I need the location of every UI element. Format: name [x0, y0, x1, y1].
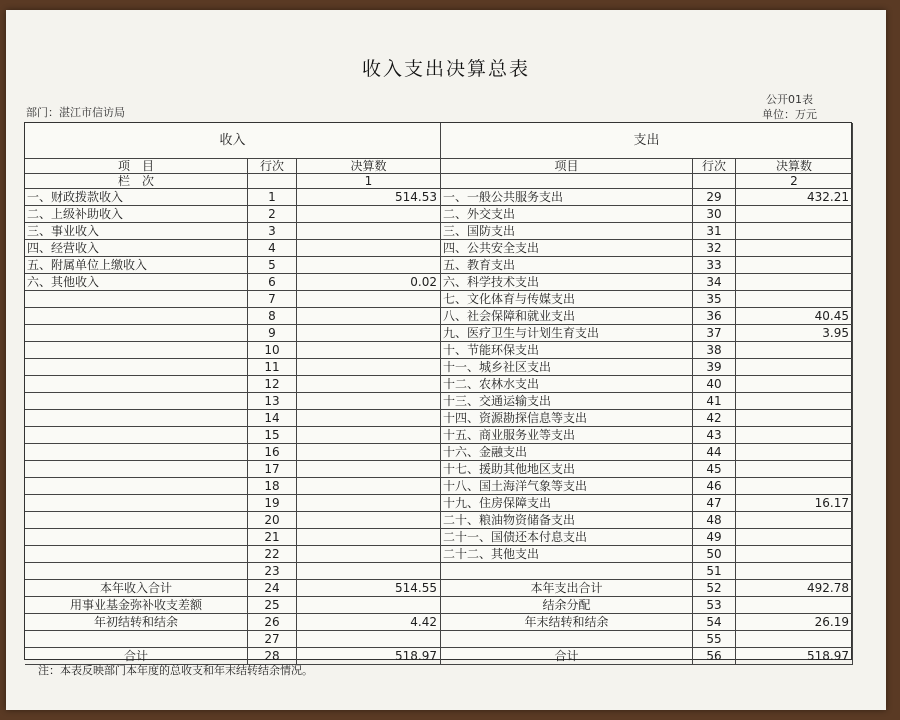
- income-row-no: 22: [248, 546, 297, 563]
- income-item: [25, 308, 248, 325]
- income-amount: 4.42: [297, 614, 441, 631]
- expense-header: 支出: [441, 123, 853, 159]
- expense-amount: [736, 257, 853, 274]
- expense-row-no: 33: [693, 257, 736, 274]
- expense-item: 十一、城乡社区支出: [441, 359, 693, 376]
- income-amount: [297, 563, 441, 580]
- income-amount: [297, 597, 441, 614]
- expense-row-no: 46: [693, 478, 736, 495]
- unit-label: 单位：万元: [762, 108, 817, 121]
- income-header: 收入: [25, 123, 441, 159]
- income-row-no: 26: [248, 614, 297, 631]
- expense-item: 十七、援助其他地区支出: [441, 461, 693, 478]
- expense-item: 结余分配: [441, 597, 693, 614]
- income-amount: 514.53: [297, 189, 441, 206]
- expense-row-no: 47: [693, 495, 736, 512]
- income-row-no: 5: [248, 257, 297, 274]
- income-amount: [297, 512, 441, 529]
- expense-amount-col-header: 决算数: [736, 159, 853, 174]
- expense-amount: [736, 410, 853, 427]
- expense-row-no: 39: [693, 359, 736, 376]
- income-row-no: 13: [248, 393, 297, 410]
- expense-item: 二十、粮油物资储备支出: [441, 512, 693, 529]
- expense-amount: 26.19: [736, 614, 853, 631]
- expense-row-no: 52: [693, 580, 736, 597]
- expense-row-no: 40: [693, 376, 736, 393]
- income-item: [25, 631, 248, 648]
- income-row-no: 6: [248, 274, 297, 291]
- expense-row-no: 54: [693, 614, 736, 631]
- income-row-no: 12: [248, 376, 297, 393]
- expense-item: 本年支出合计: [441, 580, 693, 597]
- income-amount: [297, 631, 441, 648]
- expense-item-col-header: 项目: [441, 159, 693, 174]
- income-amount: 518.97: [297, 648, 441, 665]
- income-amount: [297, 308, 441, 325]
- expense-row-no: 38: [693, 342, 736, 359]
- income-amount: [297, 529, 441, 546]
- income-item: 合计: [25, 648, 248, 665]
- income-item: [25, 512, 248, 529]
- income-amount: [297, 376, 441, 393]
- form-id: 公开01表: [766, 93, 813, 106]
- expense-amount: 432.21: [736, 189, 853, 206]
- income-amount: [297, 546, 441, 563]
- income-row-no: 28: [248, 648, 297, 665]
- expense-row-no: 55: [693, 631, 736, 648]
- income-row-no: 2: [248, 206, 297, 223]
- income-item: [25, 393, 248, 410]
- expense-item: 三、国防支出: [441, 223, 693, 240]
- income-item: 四、经营收入: [25, 240, 248, 257]
- expense-item: 一、一般公共服务支出: [441, 189, 693, 206]
- income-item: 五、附属单位上缴收入: [25, 257, 248, 274]
- expense-amount: [736, 393, 853, 410]
- income-item: [25, 495, 248, 512]
- income-amount: [297, 240, 441, 257]
- expense-amount: 40.45: [736, 308, 853, 325]
- income-item: 用事业基金弥补收支差额: [25, 597, 248, 614]
- income-row-no: 24: [248, 580, 297, 597]
- income-row-no: 1: [248, 189, 297, 206]
- expense-row-no: 50: [693, 546, 736, 563]
- expense-item: 十五、商业服务业等支出: [441, 427, 693, 444]
- expense-item: 十四、资源勘探信息等支出: [441, 410, 693, 427]
- income-item: 年初结转和结余: [25, 614, 248, 631]
- income-row-no: 9: [248, 325, 297, 342]
- column-label-blank: [441, 174, 693, 189]
- expense-item: 七、文化体育与传媒支出: [441, 291, 693, 308]
- income-item: 二、上级补助收入: [25, 206, 248, 223]
- expense-item: 九、医疗卫生与计划生育支出: [441, 325, 693, 342]
- expense-amount: [736, 461, 853, 478]
- income-item-col-header: 项 目: [25, 159, 248, 174]
- expense-row-no: 31: [693, 223, 736, 240]
- expense-row-no: 37: [693, 325, 736, 342]
- income-amount: [297, 393, 441, 410]
- income-amount: [297, 325, 441, 342]
- expense-row-no: 32: [693, 240, 736, 257]
- income-amount: [297, 206, 441, 223]
- expense-item: 二、外交支出: [441, 206, 693, 223]
- income-row-no: 19: [248, 495, 297, 512]
- expense-amount: [736, 342, 853, 359]
- income-item: [25, 563, 248, 580]
- column-label-blank: [693, 174, 736, 189]
- expense-item: 二十一、国债还本付息支出: [441, 529, 693, 546]
- income-amount: 0.02: [297, 274, 441, 291]
- income-row-no: 8: [248, 308, 297, 325]
- income-row-no: 15: [248, 427, 297, 444]
- expense-item: 十二、农林水支出: [441, 376, 693, 393]
- expense-amount: 16.17: [736, 495, 853, 512]
- expense-item: 八、社会保障和就业支出: [441, 308, 693, 325]
- expense-row-no: 51: [693, 563, 736, 580]
- income-row-no: 11: [248, 359, 297, 376]
- income-amount: [297, 359, 441, 376]
- expense-amount: 3.95: [736, 325, 853, 342]
- expense-row-no: 43: [693, 427, 736, 444]
- expense-row-no-col-header: 行次: [693, 159, 736, 174]
- expense-row-no: 29: [693, 189, 736, 206]
- expense-row-no: 35: [693, 291, 736, 308]
- income-amount: [297, 444, 441, 461]
- expense-amount: [736, 444, 853, 461]
- income-item: 一、财政拨款收入: [25, 189, 248, 206]
- expense-amount: [736, 478, 853, 495]
- income-item: [25, 342, 248, 359]
- expense-item: 合计: [441, 648, 693, 665]
- expense-item: [441, 631, 693, 648]
- expense-item: 十、节能环保支出: [441, 342, 693, 359]
- income-amount: [297, 478, 441, 495]
- expense-item: 十九、住房保障支出: [441, 495, 693, 512]
- column-label: 栏 次: [25, 174, 248, 189]
- expense-row-no: 42: [693, 410, 736, 427]
- income-amount: 514.55: [297, 580, 441, 597]
- income-row-no: 21: [248, 529, 297, 546]
- department-label: 部门：湛江市信访局: [26, 106, 125, 119]
- expense-row-no: 44: [693, 444, 736, 461]
- expense-amount: [736, 359, 853, 376]
- income-item: [25, 359, 248, 376]
- expense-amount: [736, 274, 853, 291]
- income-row-no: 3: [248, 223, 297, 240]
- income-item: [25, 376, 248, 393]
- income-row-no: 18: [248, 478, 297, 495]
- expense-amount: [736, 631, 853, 648]
- income-row-no: 23: [248, 563, 297, 580]
- income-row-no: 16: [248, 444, 297, 461]
- income-amount: [297, 461, 441, 478]
- income-row-no: 4: [248, 240, 297, 257]
- income-item: [25, 410, 248, 427]
- expense-row-no: 53: [693, 597, 736, 614]
- income-item: [25, 444, 248, 461]
- expense-amount: [736, 512, 853, 529]
- income-item: 三、事业收入: [25, 223, 248, 240]
- income-item: 六、其他收入: [25, 274, 248, 291]
- income-amount: [297, 427, 441, 444]
- expense-row-no: 41: [693, 393, 736, 410]
- expense-row-no: 45: [693, 461, 736, 478]
- document-page: [6, 10, 886, 710]
- expense-row-no: 36: [693, 308, 736, 325]
- income-amount-col-header: 决算数: [297, 159, 441, 174]
- income-row-no-col-header: 行次: [248, 159, 297, 174]
- expense-item: 十六、金融支出: [441, 444, 693, 461]
- page-title: 收入支出决算总表: [361, 58, 530, 80]
- expense-item: 六、科学技术支出: [441, 274, 693, 291]
- income-row-no: 25: [248, 597, 297, 614]
- expense-amount: [736, 427, 853, 444]
- expense-amount: [736, 529, 853, 546]
- expense-row-no: 49: [693, 529, 736, 546]
- expense-row-no: 34: [693, 274, 736, 291]
- expense-item: 年末结转和结余: [441, 614, 693, 631]
- income-row-no: 20: [248, 512, 297, 529]
- income-item: [25, 427, 248, 444]
- column-number-2: 2: [736, 174, 853, 189]
- income-amount: [297, 342, 441, 359]
- income-amount: [297, 223, 441, 240]
- expense-amount: 492.78: [736, 580, 853, 597]
- expense-amount: [736, 223, 853, 240]
- income-row-no: 14: [248, 410, 297, 427]
- income-item: [25, 478, 248, 495]
- expense-amount: [736, 546, 853, 563]
- expense-amount: [736, 206, 853, 223]
- expense-item: [441, 563, 693, 580]
- income-item: [25, 461, 248, 478]
- income-item: [25, 529, 248, 546]
- income-amount: [297, 410, 441, 427]
- income-row-no: 27: [248, 631, 297, 648]
- footnote: 注：本表反映部门本年度的总收支和年末结转结余情况。: [38, 664, 313, 677]
- income-item: [25, 546, 248, 563]
- expense-item: 四、公共安全支出: [441, 240, 693, 257]
- income-amount: [297, 291, 441, 308]
- column-number-1: 1: [297, 174, 441, 189]
- expense-item: 十三、交通运输支出: [441, 393, 693, 410]
- income-item: 本年收入合计: [25, 580, 248, 597]
- income-amount: [297, 495, 441, 512]
- expense-amount: [736, 597, 853, 614]
- expense-row-no: 56: [693, 648, 736, 665]
- income-row-no: 17: [248, 461, 297, 478]
- expense-item: 十八、国土海洋气象等支出: [441, 478, 693, 495]
- expense-item: 二十二、其他支出: [441, 546, 693, 563]
- expense-amount: [736, 291, 853, 308]
- column-label-blank: [248, 174, 297, 189]
- budget-table: [24, 122, 852, 663]
- expense-row-no: 48: [693, 512, 736, 529]
- expense-row-no: 30: [693, 206, 736, 223]
- income-item: [25, 325, 248, 342]
- income-amount: [297, 257, 441, 274]
- expense-amount: [736, 376, 853, 393]
- income-row-no: 10: [248, 342, 297, 359]
- income-item: [25, 291, 248, 308]
- expense-amount: [736, 240, 853, 257]
- expense-amount: 518.97: [736, 648, 853, 665]
- expense-item: 五、教育支出: [441, 257, 693, 274]
- income-row-no: 7: [248, 291, 297, 308]
- expense-amount: [736, 563, 853, 580]
